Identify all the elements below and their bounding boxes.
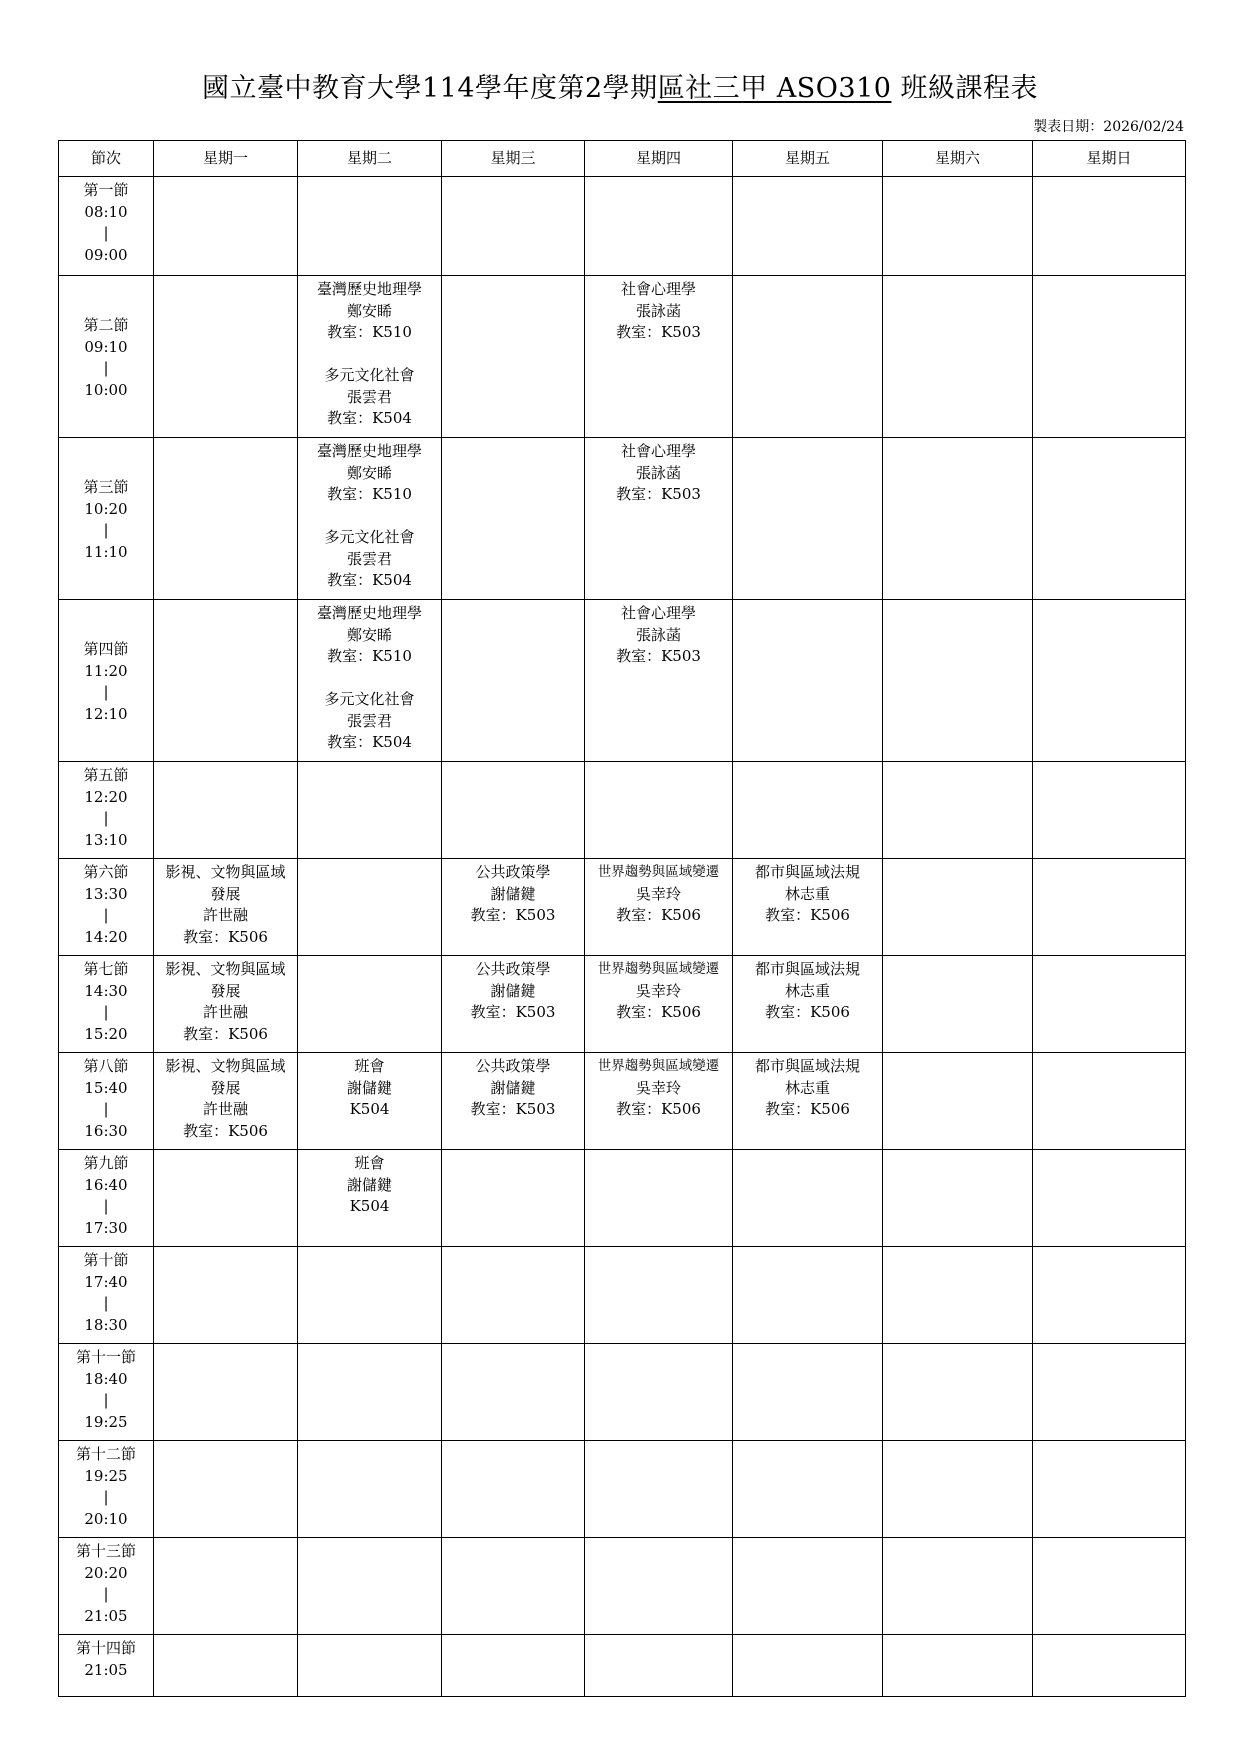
empty-cell bbox=[1033, 1053, 1186, 1150]
period-sep: | bbox=[103, 1003, 109, 1021]
course-title: 班會 bbox=[354, 1154, 385, 1172]
table-row bbox=[59, 276, 1186, 438]
period-end: 16:30 bbox=[84, 1121, 128, 1140]
empty-cell bbox=[883, 1344, 1033, 1441]
period-cell bbox=[59, 276, 154, 438]
empty-cell bbox=[1033, 1538, 1186, 1635]
period-sep: | bbox=[103, 521, 109, 539]
course-cell bbox=[585, 1053, 733, 1150]
period-start: 08:10 bbox=[84, 202, 128, 221]
course-title: 世界趨勢與區域變遷 bbox=[597, 864, 720, 880]
empty-cell bbox=[442, 276, 585, 438]
empty-cell bbox=[298, 859, 442, 956]
course-room: 教室：K506 bbox=[765, 1003, 850, 1021]
course-title: 臺灣歷史地理學 bbox=[316, 604, 422, 622]
course-teacher: 許世融 bbox=[202, 1003, 248, 1021]
period-cell bbox=[59, 438, 154, 600]
page-title bbox=[0, 66, 1240, 105]
empty-cell bbox=[154, 1150, 298, 1247]
period-sep: | bbox=[103, 906, 109, 924]
course-title: 影視、文物與區域 bbox=[165, 863, 286, 881]
course-room: 教室：K510 bbox=[327, 485, 412, 503]
course-title: 公共政策學 bbox=[475, 863, 551, 881]
course-room: 教室：K506 bbox=[183, 1024, 268, 1043]
course-teacher: 林志重 bbox=[784, 884, 830, 903]
course-cell bbox=[585, 859, 733, 956]
period-start: 14:30 bbox=[84, 981, 128, 1000]
empty-cell bbox=[733, 276, 883, 438]
course-title: 影視、文物與區域 bbox=[165, 960, 286, 978]
empty-cell bbox=[442, 600, 585, 762]
course-cell bbox=[733, 1053, 883, 1150]
course-room: 教室：K504 bbox=[327, 409, 412, 427]
course-title: 都市與區域法規 bbox=[754, 960, 860, 978]
empty-cell bbox=[1033, 1344, 1186, 1441]
period-name: 第九節 bbox=[83, 1154, 129, 1172]
course-teacher: 謝儲鍵 bbox=[490, 884, 536, 903]
period-end: 21:05 bbox=[84, 1606, 128, 1625]
empty-cell bbox=[883, 1053, 1033, 1150]
course-title: 都市與區域法規 bbox=[754, 1057, 860, 1075]
course-room: 教室：K503 bbox=[616, 647, 701, 665]
empty-cell bbox=[883, 600, 1033, 762]
course-room: 教室：K510 bbox=[327, 647, 412, 665]
empty-cell bbox=[442, 177, 585, 276]
period-start: 19:25 bbox=[84, 1466, 128, 1485]
table-row bbox=[59, 1150, 1186, 1247]
course-cell bbox=[298, 1053, 442, 1150]
empty-cell bbox=[154, 1635, 298, 1697]
period-start: 15:40 bbox=[84, 1078, 128, 1097]
period-sep: | bbox=[103, 1197, 109, 1215]
period-name: 第二節 bbox=[83, 316, 129, 334]
title-class-code: 區社三甲 ASO310 bbox=[657, 73, 892, 104]
course-teacher: 林志重 bbox=[784, 981, 830, 1000]
course-teacher: 張雲君 bbox=[346, 387, 392, 406]
course-room: 教室：K506 bbox=[765, 1100, 850, 1118]
course-teacher: 吳幸玲 bbox=[635, 1078, 681, 1097]
table-row bbox=[59, 859, 1186, 956]
course-cell bbox=[154, 1053, 298, 1150]
empty-cell bbox=[1033, 1635, 1186, 1697]
empty-cell bbox=[442, 1635, 585, 1697]
course-room: 教室：K504 bbox=[327, 733, 412, 751]
table-row bbox=[59, 762, 1186, 859]
course-teacher: 鄭安睎 bbox=[346, 625, 392, 644]
course-cell bbox=[442, 859, 585, 956]
empty-cell bbox=[442, 1538, 585, 1635]
empty-cell bbox=[442, 1441, 585, 1538]
course-teacher: 張雲君 bbox=[346, 549, 392, 568]
course-title: 多元文化社會 bbox=[324, 690, 415, 708]
period-name: 第八節 bbox=[83, 1057, 129, 1075]
empty-cell bbox=[298, 177, 442, 276]
empty-cell bbox=[154, 1538, 298, 1635]
table-row bbox=[59, 1344, 1186, 1441]
period-name: 第七節 bbox=[83, 960, 129, 978]
course-room: 教室：K506 bbox=[616, 1100, 701, 1118]
date-label: 製表日期：2026/02/24 bbox=[1033, 119, 1184, 135]
period-name: 第十三節 bbox=[75, 1542, 136, 1560]
period-cell bbox=[59, 600, 154, 762]
period-start: 09:10 bbox=[84, 337, 128, 356]
course-room: 教室：K503 bbox=[470, 1003, 556, 1021]
course-teacher: 鄭安睎 bbox=[346, 301, 392, 320]
empty-cell bbox=[883, 276, 1033, 438]
empty-cell bbox=[1033, 762, 1186, 859]
empty-cell bbox=[442, 438, 585, 600]
period-end: 15:20 bbox=[84, 1024, 128, 1043]
header-thursday: 星期四 bbox=[585, 141, 733, 177]
period-end: 19:25 bbox=[84, 1412, 128, 1431]
period-sep: | bbox=[103, 1100, 109, 1118]
period-start: 20:20 bbox=[84, 1563, 128, 1582]
course-title-cont: 發展 bbox=[210, 884, 241, 903]
empty-cell bbox=[154, 600, 298, 762]
course-cell bbox=[585, 276, 733, 438]
empty-cell bbox=[298, 1635, 442, 1697]
header-tuesday: 星期二 bbox=[298, 141, 442, 177]
period-cell bbox=[59, 1441, 154, 1538]
period-sep: | bbox=[103, 809, 109, 827]
period-end: 12:10 bbox=[84, 704, 128, 723]
empty-cell bbox=[1033, 1150, 1186, 1247]
empty-cell bbox=[298, 1344, 442, 1441]
empty-cell bbox=[585, 1635, 733, 1697]
empty-cell bbox=[585, 1344, 733, 1441]
period-cell bbox=[59, 177, 154, 276]
course-cell bbox=[585, 438, 733, 600]
period-start: 16:40 bbox=[84, 1175, 128, 1194]
course-title: 班會 bbox=[354, 1057, 385, 1075]
period-sep: | bbox=[103, 1585, 109, 1603]
course-title: 多元文化社會 bbox=[324, 528, 415, 546]
title-suffix: 班級課程表 bbox=[891, 73, 1039, 104]
course-room: 教室：K506 bbox=[616, 1003, 701, 1021]
course-cell bbox=[298, 600, 442, 762]
empty-cell bbox=[442, 1344, 585, 1441]
course-cell bbox=[298, 276, 442, 438]
course-title: 臺灣歷史地理學 bbox=[316, 442, 422, 460]
course-title: 公共政策學 bbox=[475, 960, 551, 978]
empty-cell bbox=[154, 1441, 298, 1538]
empty-cell bbox=[733, 600, 883, 762]
period-cell bbox=[59, 762, 154, 859]
period-cell bbox=[59, 1538, 154, 1635]
period-cell bbox=[59, 1247, 154, 1344]
course-teacher: 吳幸玲 bbox=[635, 981, 681, 1000]
empty-cell bbox=[1033, 438, 1186, 600]
period-cell bbox=[59, 956, 154, 1053]
period-end: 17:30 bbox=[84, 1218, 128, 1237]
empty-cell bbox=[585, 177, 733, 276]
course-cell bbox=[154, 956, 298, 1053]
empty-cell bbox=[1033, 276, 1186, 438]
course-cell bbox=[733, 859, 883, 956]
course-teacher: 謝儲鍵 bbox=[346, 1078, 392, 1097]
empty-cell bbox=[733, 438, 883, 600]
period-name: 第十節 bbox=[83, 1251, 129, 1269]
empty-cell bbox=[442, 1150, 585, 1247]
empty-cell bbox=[883, 177, 1033, 276]
course-room: K504 bbox=[349, 1100, 390, 1118]
period-name: 第三節 bbox=[83, 478, 129, 496]
period-sep: | bbox=[103, 1391, 109, 1409]
course-teacher: 張詠菡 bbox=[635, 625, 681, 644]
period-start: 21:05 bbox=[84, 1660, 128, 1679]
empty-cell bbox=[883, 762, 1033, 859]
course-cell bbox=[298, 438, 442, 600]
course-teacher: 許世融 bbox=[202, 1100, 248, 1118]
course-title: 影視、文物與區域 bbox=[165, 1057, 286, 1075]
course-teacher: 張雲君 bbox=[346, 711, 392, 730]
period-cell bbox=[59, 1635, 154, 1697]
course-title: 世界趨勢與區域變遷 bbox=[597, 1058, 720, 1074]
empty-cell bbox=[1033, 600, 1186, 762]
empty-cell bbox=[1033, 1247, 1186, 1344]
period-end: 13:10 bbox=[84, 830, 128, 849]
empty-cell bbox=[1033, 956, 1186, 1053]
course-room: 教室：K506 bbox=[183, 927, 268, 946]
header-wednesday: 星期三 bbox=[442, 141, 585, 177]
empty-cell bbox=[154, 438, 298, 600]
empty-cell bbox=[883, 1441, 1033, 1538]
title-prefix: 國立臺中教育大學114學年度第2學期 bbox=[201, 73, 658, 104]
empty-cell bbox=[1033, 859, 1186, 956]
period-start: 10:20 bbox=[84, 499, 128, 518]
period-name: 第五節 bbox=[83, 766, 129, 784]
course-title: 多元文化社會 bbox=[324, 366, 415, 384]
course-cell bbox=[442, 1053, 585, 1150]
period-sep: | bbox=[103, 359, 109, 377]
course-room: 教室：K503 bbox=[616, 323, 701, 341]
course-room: 教室：K506 bbox=[183, 1121, 268, 1140]
period-name: 第十二節 bbox=[75, 1445, 136, 1463]
empty-cell bbox=[298, 956, 442, 1053]
period-end: 11:10 bbox=[84, 542, 128, 561]
course-room: 教室：K503 bbox=[470, 906, 556, 924]
empty-cell bbox=[154, 276, 298, 438]
table-row bbox=[59, 1538, 1186, 1635]
period-sep: | bbox=[103, 224, 109, 242]
empty-cell bbox=[733, 1344, 883, 1441]
empty-cell bbox=[1033, 1441, 1186, 1538]
course-cell bbox=[442, 956, 585, 1053]
header-monday: 星期一 bbox=[154, 141, 298, 177]
period-cell bbox=[59, 859, 154, 956]
table-row bbox=[59, 1247, 1186, 1344]
course-teacher: 謝儲鍵 bbox=[490, 1078, 536, 1097]
course-room: 教室：K506 bbox=[765, 906, 850, 924]
course-room: 教室：K504 bbox=[327, 571, 412, 589]
period-end: 14:20 bbox=[84, 927, 128, 946]
course-cell bbox=[154, 859, 298, 956]
course-room: 教室：K510 bbox=[327, 323, 412, 341]
empty-cell bbox=[154, 1247, 298, 1344]
period-start: 12:20 bbox=[84, 787, 128, 806]
empty-cell bbox=[585, 1441, 733, 1538]
empty-cell bbox=[442, 762, 585, 859]
empty-cell bbox=[154, 762, 298, 859]
table-row bbox=[59, 956, 1186, 1053]
empty-cell bbox=[733, 762, 883, 859]
period-end: 09:00 bbox=[84, 245, 128, 264]
course-room: 教室：K503 bbox=[616, 485, 701, 503]
course-teacher: 謝儲鍵 bbox=[346, 1175, 392, 1194]
period-sep: | bbox=[103, 683, 109, 701]
table-row bbox=[59, 1635, 1186, 1697]
empty-cell bbox=[883, 1247, 1033, 1344]
period-cell bbox=[59, 1053, 154, 1150]
table-row bbox=[59, 1441, 1186, 1538]
header-sunday: 星期日 bbox=[1033, 141, 1186, 177]
header-saturday: 星期六 bbox=[883, 141, 1033, 177]
period-end: 18:30 bbox=[84, 1315, 128, 1334]
empty-cell bbox=[298, 762, 442, 859]
table-row bbox=[59, 1053, 1186, 1150]
course-title: 社會心理學 bbox=[620, 280, 696, 298]
period-start: 13:30 bbox=[84, 884, 128, 903]
table-row bbox=[59, 438, 1186, 600]
empty-cell bbox=[883, 1635, 1033, 1697]
period-cell bbox=[59, 1344, 154, 1441]
period-name: 第六節 bbox=[83, 863, 129, 881]
course-room: 教室：K503 bbox=[470, 1100, 556, 1118]
empty-cell bbox=[883, 1150, 1033, 1247]
course-title-cont: 發展 bbox=[210, 981, 241, 1000]
course-title: 社會心理學 bbox=[620, 604, 696, 622]
course-teacher: 許世融 bbox=[202, 906, 248, 924]
table-row bbox=[59, 600, 1186, 762]
course-room: K504 bbox=[349, 1197, 390, 1215]
empty-cell bbox=[154, 177, 298, 276]
empty-cell bbox=[585, 1538, 733, 1635]
course-teacher: 吳幸玲 bbox=[635, 884, 681, 903]
empty-cell bbox=[154, 1344, 298, 1441]
course-teacher: 鄭安睎 bbox=[346, 463, 392, 482]
period-end: 20:10 bbox=[84, 1509, 128, 1528]
period-end: 10:00 bbox=[84, 380, 128, 399]
period-start: 18:40 bbox=[84, 1369, 128, 1388]
empty-cell bbox=[733, 1538, 883, 1635]
empty-cell bbox=[585, 762, 733, 859]
empty-cell bbox=[733, 177, 883, 276]
timetable bbox=[58, 140, 1186, 1697]
period-cell bbox=[59, 1150, 154, 1247]
period-start: 17:40 bbox=[84, 1272, 128, 1291]
course-cell bbox=[585, 956, 733, 1053]
header-friday: 星期五 bbox=[733, 141, 883, 177]
empty-cell bbox=[298, 1247, 442, 1344]
course-title: 公共政策學 bbox=[475, 1057, 551, 1075]
course-teacher: 謝儲鍵 bbox=[490, 981, 536, 1000]
course-cell bbox=[733, 956, 883, 1053]
empty-cell bbox=[733, 1635, 883, 1697]
empty-cell bbox=[585, 1150, 733, 1247]
empty-cell bbox=[442, 1247, 585, 1344]
course-teacher: 林志重 bbox=[784, 1078, 830, 1097]
course-title: 社會心理學 bbox=[620, 442, 696, 460]
course-title: 都市與區域法規 bbox=[754, 863, 860, 881]
empty-cell bbox=[585, 1247, 733, 1344]
header-row bbox=[59, 141, 1186, 177]
period-name: 第十一節 bbox=[75, 1348, 136, 1366]
empty-cell bbox=[883, 438, 1033, 600]
period-start: 11:20 bbox=[84, 661, 128, 680]
table-row bbox=[59, 177, 1186, 276]
empty-cell bbox=[733, 1247, 883, 1344]
header-period: 節次 bbox=[59, 141, 154, 177]
course-teacher: 張詠菡 bbox=[635, 463, 681, 482]
course-cell bbox=[585, 600, 733, 762]
period-sep: | bbox=[103, 1294, 109, 1312]
course-room: 教室：K506 bbox=[616, 906, 701, 924]
period-name: 第四節 bbox=[83, 640, 129, 658]
course-title-cont: 發展 bbox=[210, 1078, 241, 1097]
empty-cell bbox=[1033, 177, 1186, 276]
empty-cell bbox=[883, 1538, 1033, 1635]
empty-cell bbox=[883, 956, 1033, 1053]
course-teacher: 張詠菡 bbox=[635, 301, 681, 320]
course-title: 世界趨勢與區域變遷 bbox=[597, 961, 720, 977]
period-name: 第十四節 bbox=[75, 1639, 136, 1657]
course-cell bbox=[298, 1150, 442, 1247]
empty-cell bbox=[298, 1538, 442, 1635]
course-title: 臺灣歷史地理學 bbox=[316, 280, 422, 298]
empty-cell bbox=[298, 1441, 442, 1538]
empty-cell bbox=[733, 1441, 883, 1538]
period-sep: | bbox=[103, 1488, 109, 1506]
empty-cell bbox=[733, 1150, 883, 1247]
period-name: 第一節 bbox=[83, 181, 129, 199]
empty-cell bbox=[883, 859, 1033, 956]
